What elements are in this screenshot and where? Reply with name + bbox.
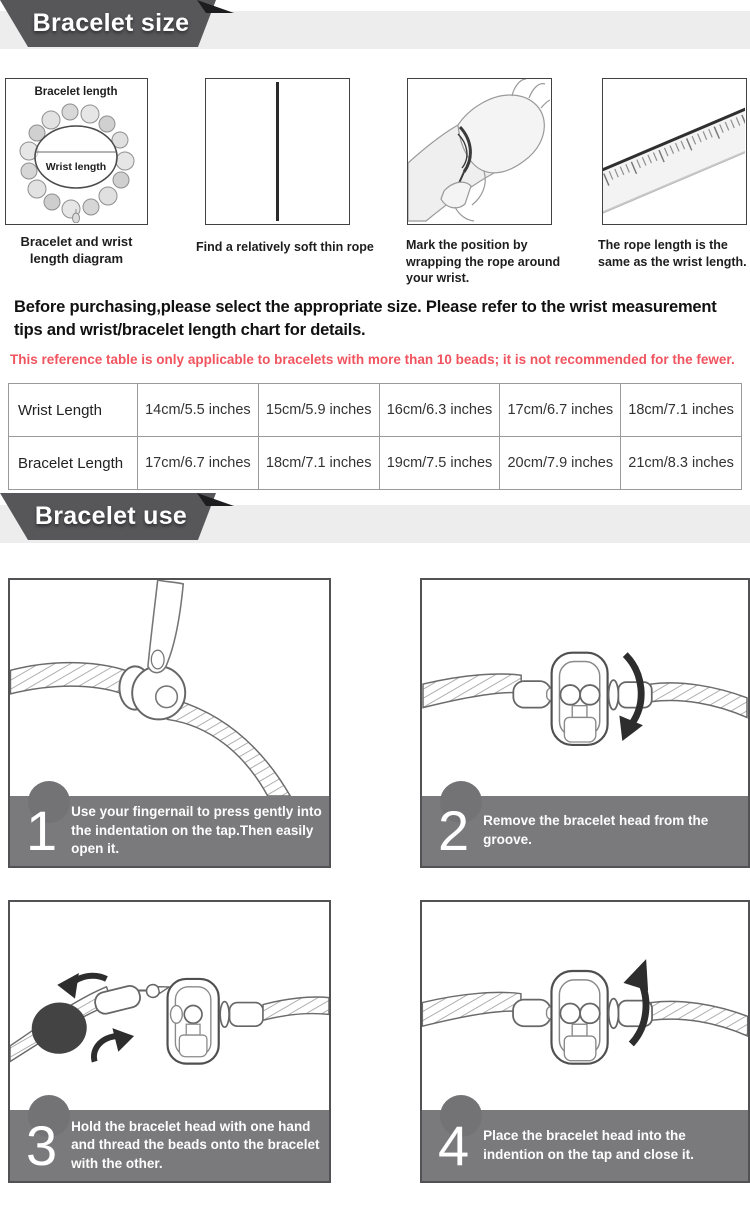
section-title-use: Bracelet use: [34, 501, 188, 530]
row-label: Bracelet Length: [9, 437, 138, 490]
table-cell: 21cm/8.3 inches: [621, 437, 742, 490]
table-cell: 17cm/6.7 inches: [500, 384, 621, 437]
rope-image-box: [205, 78, 350, 225]
step1-illustration: [10, 580, 329, 796]
table-cell: 17cm/6.7 inches: [138, 437, 259, 490]
bracelet-length-label: Bracelet length: [34, 86, 118, 98]
bracelet-photo-illustration: [6, 79, 146, 223]
step-number: 3: [26, 1113, 58, 1177]
step1-caption-bar: [10, 796, 329, 866]
thread-beads-illustration: [10, 902, 329, 1111]
ruler-illustration: [603, 79, 745, 223]
reference-warning: This reference table is only applicable to bracelets with more than 10 beads; it is not recommended for the fewer.: [10, 352, 735, 367]
step-number: 4: [438, 1113, 470, 1177]
remove-head-illustration: [422, 580, 748, 796]
step-number: 2: [438, 799, 470, 862]
wrist-wrap-illustration: [408, 79, 550, 223]
rope-image: [276, 82, 279, 221]
ruler-image-box: [602, 78, 747, 225]
table-row-bracelet: [9, 437, 742, 490]
table-cell: 14cm/5.5 inches: [138, 384, 259, 437]
bracelet-diagram-box: [5, 78, 148, 225]
step-panel-4: [420, 900, 750, 1183]
wrist-wrap-box: [407, 78, 552, 225]
table-cell: 18cm/7.1 inches: [621, 384, 742, 437]
step-caption: Hold the bracelet head with one hand and thread the beads onto the bracelet with the other.: [71, 1118, 320, 1171]
table-cell: 19cm/7.5 inches: [379, 437, 500, 490]
bracelet-size-banner: [0, 0, 240, 48]
table-cell: 15cm/5.9 inches: [258, 384, 379, 437]
step3-illustration: [10, 902, 329, 1111]
size-table: [8, 383, 742, 490]
caption-ruler: The rope length is the same as the wrist length.: [598, 238, 747, 269]
step4-caption-bar: [422, 1110, 748, 1181]
step-caption: Use your fingernail to press gently into the indentation on the tap.Then easily open it.: [71, 804, 322, 857]
press-clasp-illustration: [10, 580, 329, 796]
caption-rope: Find a relatively soft thin rope: [196, 240, 374, 254]
purchase-note: Before purchasing,please select the appropriate size. Please refer to the wrist measurement tips and wrist/bracelet length chart for details.: [14, 298, 717, 339]
step2-caption-bar: [422, 796, 748, 866]
step-panel-3: [8, 900, 331, 1183]
caption-wrap: Mark the position by wrapping the rope around your wrist.: [406, 238, 561, 285]
section-title-size: Bracelet size: [32, 8, 190, 37]
bracelet-use-banner: [0, 493, 240, 541]
row-label: Wrist Length: [9, 384, 138, 437]
step-panel-1: [8, 578, 331, 868]
step-caption: Place the bracelet head into the indention on the tap and close it.: [483, 1127, 694, 1162]
step4-illustration: [422, 902, 748, 1111]
step-panel-2: [420, 578, 750, 868]
table-row-wrist: [9, 384, 742, 437]
step-caption: Remove the bracelet head from the groove.: [483, 813, 709, 847]
table-cell: 18cm/7.1 inches: [258, 437, 379, 490]
step2-illustration: [422, 580, 748, 796]
wrist-length-label: Wrist length: [45, 161, 107, 173]
caption-bracelet-diagram: Bracelet and wrist length diagram: [20, 234, 133, 267]
close-head-illustration: [422, 902, 748, 1111]
table-cell: 16cm/6.3 inches: [379, 384, 500, 437]
table-cell: 20cm/7.9 inches: [500, 437, 621, 490]
step-number: 1: [26, 799, 58, 862]
step3-caption-bar: [10, 1110, 329, 1181]
